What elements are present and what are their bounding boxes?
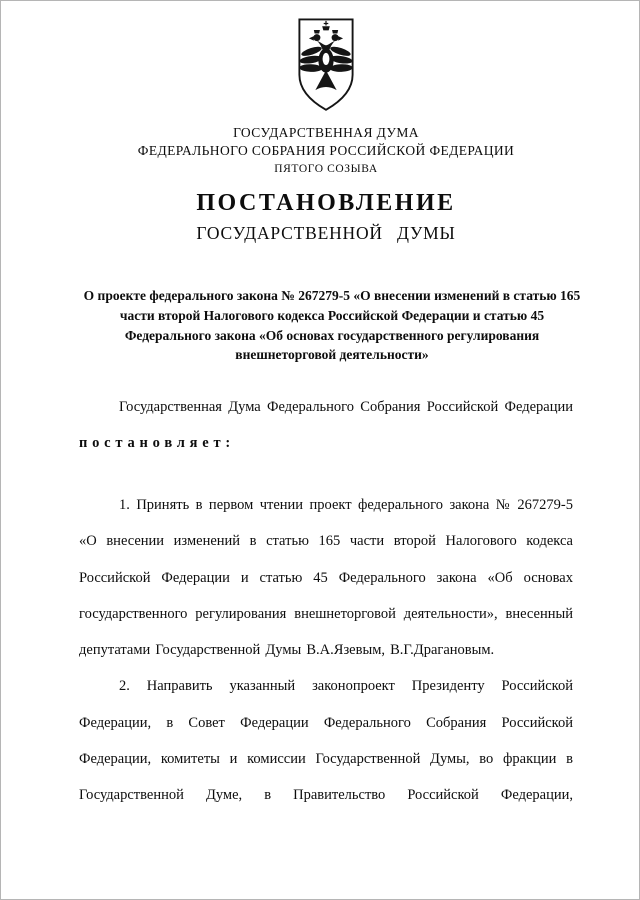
body-paragraph-2: 2. Направить указанный законопроект Президенту Российской Федерации, в Совет Федерации Федерального Собрания Российской Федерации, комитеты и комиссии Государственной Думы, во фракции в Государственной Думе, в Правительство Российской Федерации,: [79, 678, 573, 804]
intro-paragraph: [79, 389, 573, 462]
intro-text: Государственная Дума Федерального Собрания Российской Федерации: [119, 398, 573, 415]
document-subject: О проекте федерального закона № 267279-5 «О внесении изменений в статью 165 части второй Налогового кодекса Российской Федерации и статью 45 Федерального закона «Об основах государственного регулирования внешнеторговой деятельности»: [83, 288, 581, 363]
org-name-line1: ГОСУДАРСТВЕННАЯ ДУМА: [233, 125, 419, 140]
org-name-line2: ФЕДЕРАЛЬНОГО СОБРАНИЯ РОССИЙСКОЙ ФЕДЕРАЦИИ: [137, 143, 515, 159]
body-paragraph-1: 1. Принять в первом чтении проект федерального закона № 267279-5 «О внесении изменений в статью 165 части второй Налогового кодекса Российской Федерации и статью 45 Федерального закона «Об основах государственного регулирования внешнеторговой деятельности», внесенный депутатами Государственной Думы В.А.Язевым, В.Г.Драгановым.: [79, 497, 573, 659]
document-body: [79, 389, 573, 814]
emblem-container: [79, 17, 573, 118]
document-type-title: ПОСТАНОВЛЕНИЕ: [196, 190, 456, 217]
org-convocation-line: ПЯТОГО СОЗЫВА: [274, 163, 378, 176]
double-headed-eagle-emblem: [288, 17, 364, 113]
intro-resolve-word: постановляет:: [79, 434, 236, 451]
document-issuer-title: ГОСУДАРСТВЕННОЙ ДУМЫ: [196, 223, 456, 244]
